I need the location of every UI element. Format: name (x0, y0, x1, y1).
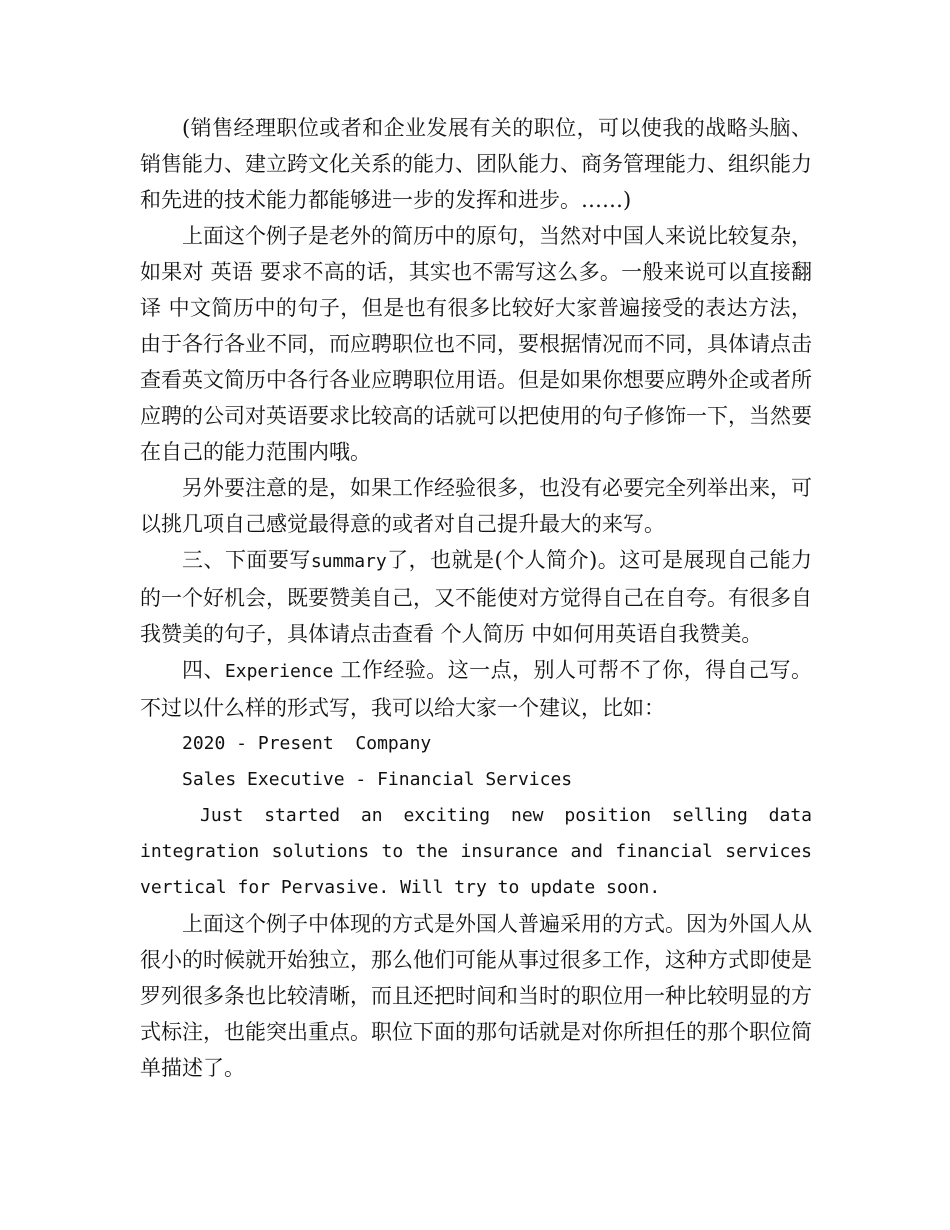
paragraph-summary (140, 542, 812, 652)
experience-prefix: 四、 (182, 658, 225, 682)
experience-text: 工作经验。这一点，别人可帮不了你，得自己写。不过以什么样的形式写，我可以给大家一个建议，比如： (140, 658, 812, 720)
paragraph-experience (140, 652, 812, 726)
experience-keyword: Experience (224, 661, 334, 682)
summary-text: 了，也就是(个人简介)。这可是展现自己能力的一个好机会，既要赞美自己，又不能使对方觉得自己在自夸。有很多自我赞美的句子，具体请点击查看 个人简历 中如何用英语自我赞美。 (140, 548, 813, 646)
summary-keyword: summary (310, 551, 387, 572)
paragraph-experience-note: 另外要注意的是，如果工作经验很多，也没有必要完全列举出来，可以挑几项自己感觉最得意的或者对自己提升最大的来写。 (140, 476, 812, 536)
paragraph-example-explanation: 上面这个例子是老外的简历中的原句，当然对中国人来说比较复杂，如果对 英语 要求不高的话，其实也不需写这么多。一般来说可以直接翻译 中文简历中的句子，但是也有很多比较好大家普遍接受的表达方法，由于各行各业不同，而应聘职位也不同，要根据情况而不同，具体请点击查看英文简历中各行各业应聘职位用语。但是如果你想要应聘外企或者所应聘的公司对英语要求比较高的话就可以把使用的句子修饰一下，当然要在自己的能力范围内哦。 (140, 224, 812, 464)
experience-description: Just started an exciting new position selling data integration solutions to the insurance and financial services vertical for Pervasive. Will try to update soon. (140, 805, 812, 898)
experience-date-company: 2020 - Present Company (182, 733, 432, 754)
summary-prefix: 三、下面要写 (182, 548, 311, 572)
paragraph-job-objective: (销售经理职位或者和企业发展有关的职位，可以使我的战略头脑、销售能力、建立跨文化关系的能力、团队能力、商务管理能力、组织能力和先进的技术能力都能够进一步的发挥和进步。……) (140, 116, 812, 212)
experience-job-title: Sales Executive - Financial Services (182, 769, 573, 790)
paragraph-example-analysis: 上面这个例子中体现的方式是外国人普遍采用的方式。因为外国人从很小的时候就开始独立，那么他们可能从事过很多工作，这种方式即使是罗列很多条也比较清晰，而且还把时间和当时的职位用一种比较明显的方式标注，也能突出重点。职位下面的那句话就是对你所担任的那个职位简单描述了。 (140, 912, 812, 1080)
